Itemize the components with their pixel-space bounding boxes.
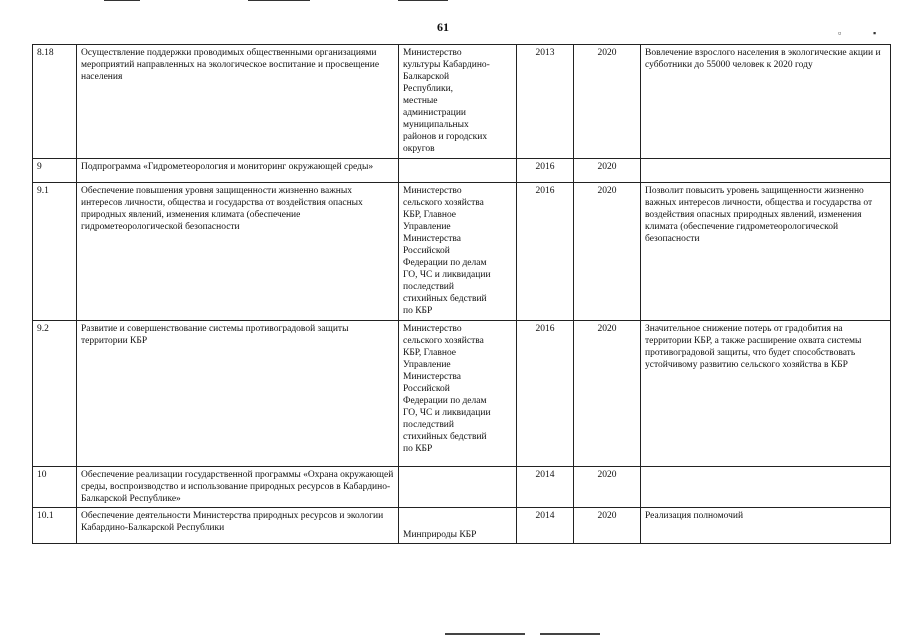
measure-name: Подпрограмма «Гидрометеорология и мониторинг окружающей среды» [77, 159, 399, 183]
start-year: 2013 [517, 45, 574, 159]
expected-result [641, 467, 891, 508]
row-number: 10 [33, 467, 77, 508]
measure-name: Развитие и совершенствование системы противоградовой защиты территории КБР [77, 321, 399, 467]
measure-name: Обеспечение деятельности Министерства природных ресурсов и экологии Кабардино-Балкарской Республики [77, 508, 399, 544]
expected-result: Значительное снижение потерь от градобития на территории КБР, а также расширение охвата системы противоградовой защиты, что будет способствовать устойчивому развитию сельского хозяйства в КБР [641, 321, 891, 467]
start-year: 2016 [517, 159, 574, 183]
row-number: 10.1 [33, 508, 77, 544]
executor [399, 183, 517, 321]
end-year: 2020 [574, 508, 641, 544]
end-year: 2020 [574, 183, 641, 321]
expected-result [641, 159, 891, 183]
expected-result: Позволит повысить уровень защищенности жизненно важных интересов личности, общества и государства от воздействия опасных природных явлений, изменения климата (обеспечение гидрометеорологической безопасности [641, 183, 891, 321]
scan-speck-2: ▪ [873, 28, 877, 38]
table-row [33, 508, 891, 544]
start-year: 2016 [517, 321, 574, 467]
scan-line-top-left [104, 0, 140, 1]
row-number: 9 [33, 159, 77, 183]
scan-line-top-center [248, 0, 310, 1]
expected-result: Вовлечение взрослого населения в экологические акции и субботники до 55000 человек к 2020 году [641, 45, 891, 159]
scan-line-bottom-1 [445, 633, 525, 635]
end-year: 2020 [574, 467, 641, 508]
measure-name: Обеспечение реализации государственной программы «Охрана окружающей среды, воспроизводство и использование природных ресурсов в Кабардино-Балкарской Республике» [77, 467, 399, 508]
expected-result: Реализация полномочий [641, 508, 891, 544]
table-row [33, 45, 891, 159]
executor [399, 159, 517, 183]
end-year: 2020 [574, 45, 641, 159]
table-row [33, 321, 891, 467]
end-year: 2020 [574, 321, 641, 467]
table-row [33, 183, 891, 321]
executor [399, 508, 517, 544]
start-year: 2014 [517, 508, 574, 544]
row-number: 8.18 [33, 45, 77, 159]
start-year: 2016 [517, 183, 574, 321]
start-year: 2014 [517, 467, 574, 508]
row-number: 9.2 [33, 321, 77, 467]
measure-name: Осуществление поддержки проводимых общественными организациями мероприятий направленных на экологическое воспитание и просвещение населения [77, 45, 399, 159]
end-year: 2020 [574, 159, 641, 183]
executor [399, 45, 517, 159]
table-row [33, 159, 891, 183]
page-number: 61 [437, 20, 449, 34]
executor-text: Министерство сельского хозяйства КБР, Главное Управление Министерства Российской Федерации по делам ГО, ЧС и ликвидации последствий стихийных бедствий по КБР [403, 186, 491, 316]
executor [399, 321, 517, 467]
scan-speck-1: ▫ [838, 28, 842, 38]
table-row [33, 467, 891, 508]
row-number: 9.1 [33, 183, 77, 321]
executor-text: Министерство культуры Кабардино- Балкарской Республики, местные администрации муниципальных районов и городских округов [403, 48, 490, 154]
executor [399, 467, 517, 508]
scan-line-bottom-2 [540, 633, 600, 635]
measure-name: Обеспечение повышения уровня защищенности жизненно важных интересов личности, общества и государства от воздействия опасных природных явлений, изменения климата (обеспечение гидрометеорологической безопасности [77, 183, 399, 321]
executor-text: Министерство сельского хозяйства КБР, Главное Управление Министерства Российской Федерации по делам ГО, ЧС и ликвидации последствий стихийных бедствий по КБР [403, 324, 491, 454]
measures-table [32, 44, 891, 544]
scan-line-top-right [398, 0, 448, 1]
executor-text: Минприроды КБР [403, 530, 477, 540]
